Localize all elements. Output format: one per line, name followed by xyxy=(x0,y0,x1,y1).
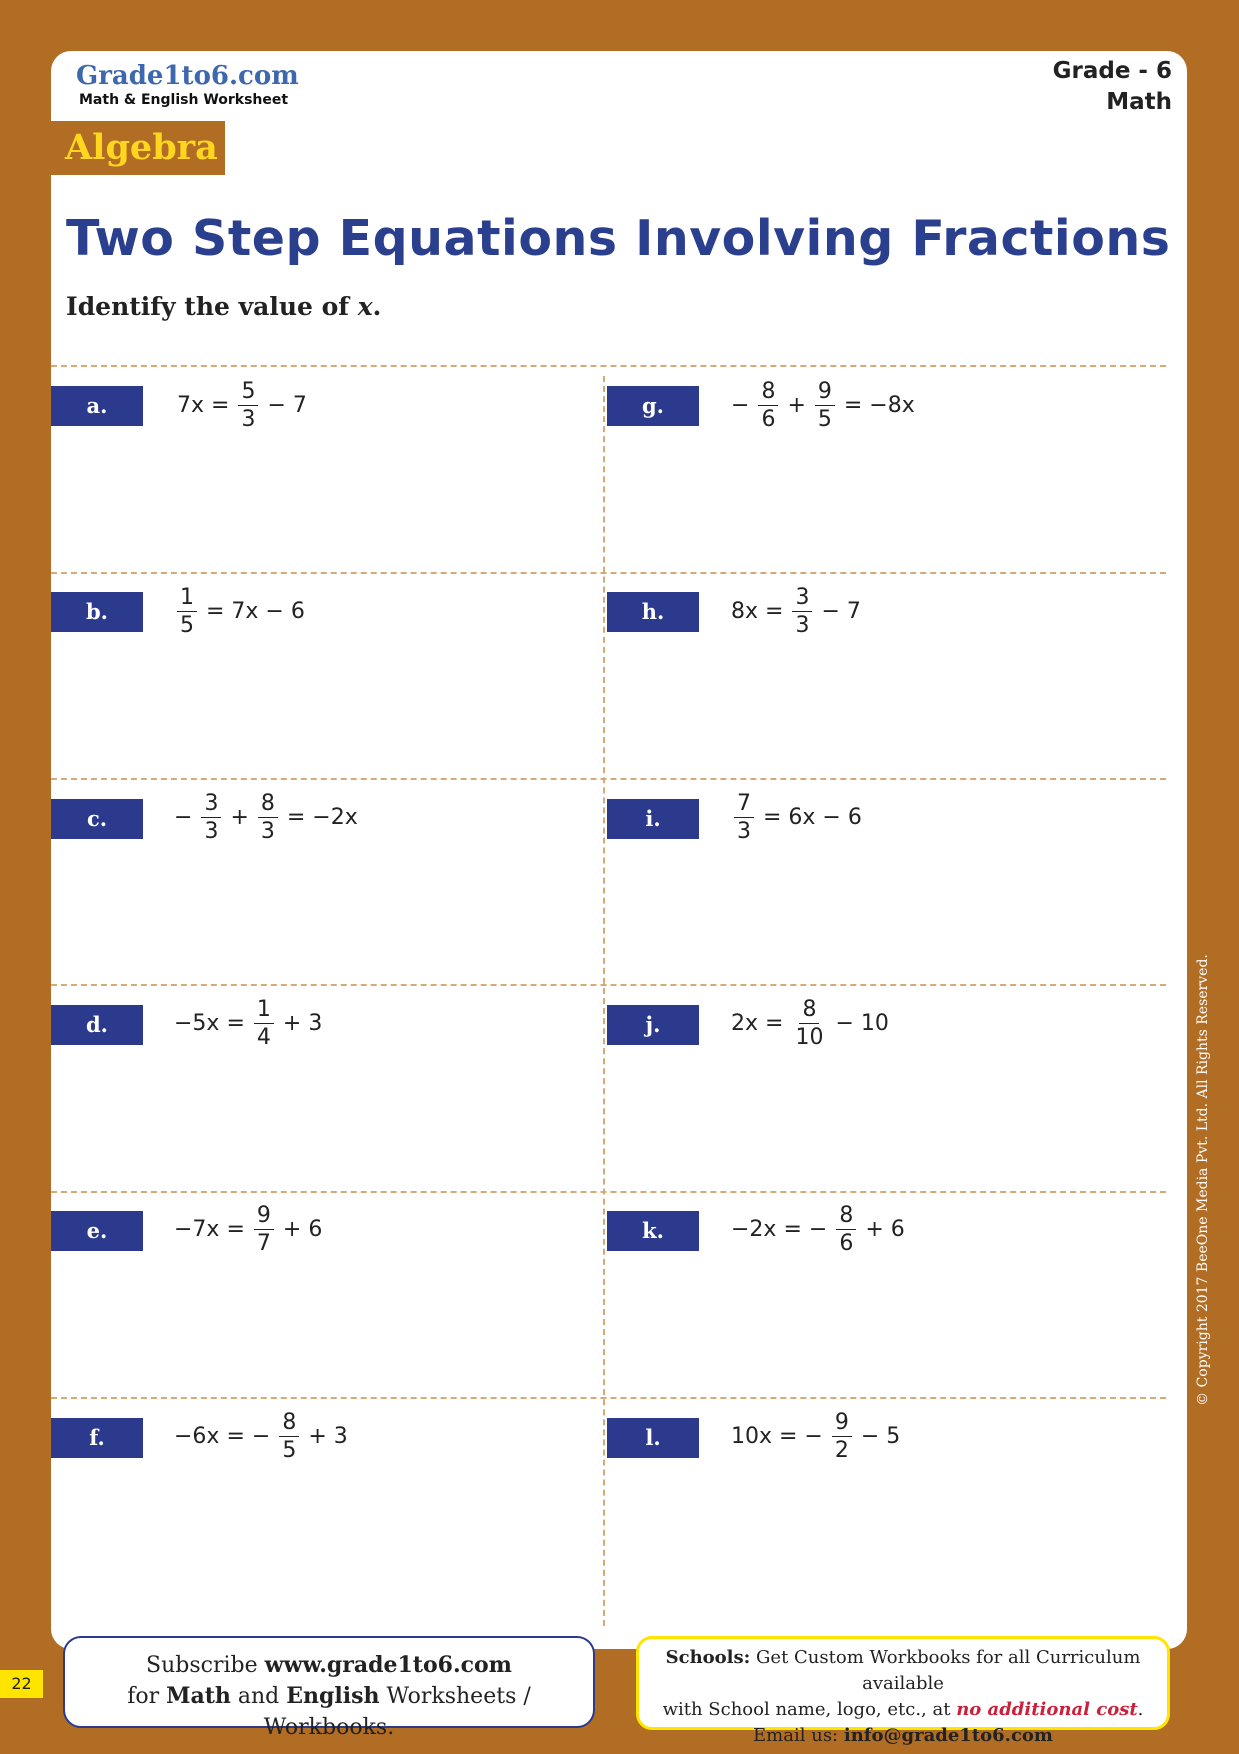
denominator: 6 xyxy=(839,1231,854,1256)
eq-lhs: −6x = − xyxy=(174,1424,271,1449)
eq-tail: + 3 xyxy=(282,1011,323,1036)
eq-tail: + 6 xyxy=(282,1217,323,1242)
brand-name: Grade1to6.com xyxy=(76,61,299,91)
brand-subtitle: Math & English Worksheet xyxy=(79,92,289,108)
equation-l xyxy=(728,1409,903,1464)
page-number: 22 xyxy=(0,1670,43,1698)
instruction-prefix: Identify the value of xyxy=(66,292,358,321)
subject-label: Math xyxy=(1106,89,1172,115)
subscribe-line-2 xyxy=(65,1681,593,1743)
eq-lhs: 2x = xyxy=(731,1011,784,1036)
denominator: 2 xyxy=(834,1438,849,1463)
problem-label-l: l. xyxy=(607,1418,699,1458)
problem-label-j: j. xyxy=(607,1005,699,1045)
eq-tail: − 5 xyxy=(860,1424,901,1449)
eq-tail: + 3 xyxy=(308,1424,348,1449)
fraction xyxy=(755,378,781,433)
eq-sign: − xyxy=(731,393,750,418)
row-divider xyxy=(51,365,1166,367)
denominator: 10 xyxy=(795,1025,824,1050)
problem-label-c: c. xyxy=(51,799,143,839)
fraction xyxy=(276,1409,302,1464)
worksheets-text: Worksheets / Workbooks. xyxy=(263,1684,531,1740)
problem-label-f: f. xyxy=(51,1418,143,1458)
row-divider xyxy=(51,1191,1166,1193)
copyright-notice: © Copyright 2017 BeeOne Media Pvt. Ltd. All Rights Reserved. xyxy=(1195,954,1211,1406)
and-word: and xyxy=(237,1684,280,1709)
fraction xyxy=(251,996,277,1051)
eq-tail: − 7 xyxy=(821,599,861,624)
numerator: 8 xyxy=(258,790,278,818)
schools-label: Schools: xyxy=(665,1647,751,1668)
subscribe-line-1 xyxy=(65,1650,593,1681)
fraction xyxy=(829,1409,855,1464)
fraction xyxy=(174,584,200,639)
problem-label-e: e. xyxy=(51,1211,143,1251)
denominator: 6 xyxy=(761,407,776,432)
eq-tail: = −8x xyxy=(843,393,915,418)
numerator: 9 xyxy=(832,1409,852,1437)
subscribe-box xyxy=(63,1636,595,1740)
fraction xyxy=(731,790,757,845)
numerator: 1 xyxy=(177,584,197,612)
equation-g xyxy=(728,378,918,433)
numerator: 8 xyxy=(799,996,819,1024)
problem-label-a: a. xyxy=(51,386,143,426)
eq-operator: + xyxy=(230,805,249,830)
denominator: 3 xyxy=(795,613,810,638)
fraction xyxy=(789,996,829,1051)
eq-lhs: −5x = xyxy=(174,1011,245,1036)
numerator: 1 xyxy=(254,996,274,1024)
eq-tail: = 7x − 6 xyxy=(206,599,305,624)
instruction xyxy=(66,292,381,321)
fraction xyxy=(235,378,261,433)
row-divider xyxy=(51,778,1166,780)
problem-label-k: k. xyxy=(607,1211,699,1251)
equation-k xyxy=(728,1202,908,1257)
subscribe-link[interactable]: www.grade1to6.com xyxy=(264,1652,512,1678)
denominator: 3 xyxy=(241,407,256,432)
denominator: 7 xyxy=(256,1231,271,1256)
numerator: 3 xyxy=(792,584,812,612)
brand-logo xyxy=(76,61,299,109)
grade-label: Grade - 6 xyxy=(1052,58,1172,84)
fraction xyxy=(812,378,838,433)
numerator: 8 xyxy=(279,1409,299,1437)
column-divider xyxy=(603,376,605,1626)
schools-line-2 xyxy=(639,1697,1167,1723)
schools-box xyxy=(636,1636,1170,1746)
row-divider xyxy=(51,572,1166,574)
denominator: 3 xyxy=(260,819,275,844)
equation-b xyxy=(171,584,308,639)
eq-lhs: 8x = xyxy=(731,599,784,624)
for-word: for xyxy=(127,1684,160,1709)
numerator: 5 xyxy=(238,378,258,406)
eq-operator: + xyxy=(787,393,806,418)
numerator: 8 xyxy=(836,1202,856,1230)
numerator: 9 xyxy=(815,378,835,406)
instruction-variable: x xyxy=(357,292,373,321)
instruction-suffix: . xyxy=(372,292,382,321)
denominator: 5 xyxy=(282,1438,297,1463)
problem-label-b: b. xyxy=(51,592,143,632)
eq-tail: = 6x − 6 xyxy=(763,805,862,830)
equation-d xyxy=(171,996,325,1051)
row-divider xyxy=(51,984,1166,986)
equation-h xyxy=(728,584,864,639)
eq-lhs: −2x = − xyxy=(731,1217,828,1242)
eq-sign: − xyxy=(174,805,193,830)
page-title: Two Step Equations Involving Fractions xyxy=(66,210,1171,267)
numerator: 9 xyxy=(254,1202,274,1230)
equation-a xyxy=(174,378,310,433)
denominator: 3 xyxy=(204,819,219,844)
schools-period: . xyxy=(1137,1699,1144,1720)
numerator: 3 xyxy=(201,790,221,818)
fraction xyxy=(789,584,815,639)
fraction xyxy=(833,1202,859,1257)
fraction xyxy=(255,790,281,845)
schools-line-1 xyxy=(639,1645,1167,1697)
denominator: 5 xyxy=(817,407,832,432)
equation-e xyxy=(171,1202,325,1257)
email-label: Email us: xyxy=(753,1725,839,1746)
schools-text-2: with School name, logo, etc., at xyxy=(662,1699,951,1720)
denominator: 5 xyxy=(180,613,194,638)
grade-subject xyxy=(1053,56,1172,118)
eq-tail: − 7 xyxy=(267,393,307,418)
problem-label-g: g. xyxy=(607,386,699,426)
eq-lhs: 7x = xyxy=(177,393,230,418)
problem-label-d: d. xyxy=(51,1005,143,1045)
problem-label-i: i. xyxy=(607,799,699,839)
no-cost-text: no additional cost xyxy=(956,1699,1138,1720)
equation-c xyxy=(171,790,361,845)
email-link[interactable]: info@grade1to6.com xyxy=(843,1725,1053,1746)
english-word: English xyxy=(286,1683,380,1709)
subscribe-word: Subscribe xyxy=(146,1653,258,1678)
fraction xyxy=(198,790,224,845)
denominator: 4 xyxy=(256,1025,271,1050)
numerator: 7 xyxy=(734,790,754,818)
equation-f xyxy=(171,1409,351,1464)
problem-label-h: h. xyxy=(607,592,699,632)
denominator: 3 xyxy=(737,819,751,844)
eq-lhs: −7x = xyxy=(174,1217,245,1242)
eq-tail: + 6 xyxy=(865,1217,905,1242)
eq-tail: − 10 xyxy=(835,1011,889,1036)
eq-lhs: 10x = − xyxy=(731,1424,823,1449)
schools-line-3 xyxy=(639,1723,1167,1749)
equation-i xyxy=(728,790,865,845)
topic-banner: Algebra xyxy=(51,121,225,175)
numerator: 8 xyxy=(758,378,778,406)
row-divider xyxy=(51,1397,1166,1399)
eq-tail: = −2x xyxy=(286,805,358,830)
equation-j xyxy=(728,996,892,1051)
schools-text-1: Get Custom Workbooks for all Curriculum available xyxy=(756,1647,1141,1694)
fraction xyxy=(251,1202,277,1257)
math-word: Math xyxy=(166,1683,231,1709)
